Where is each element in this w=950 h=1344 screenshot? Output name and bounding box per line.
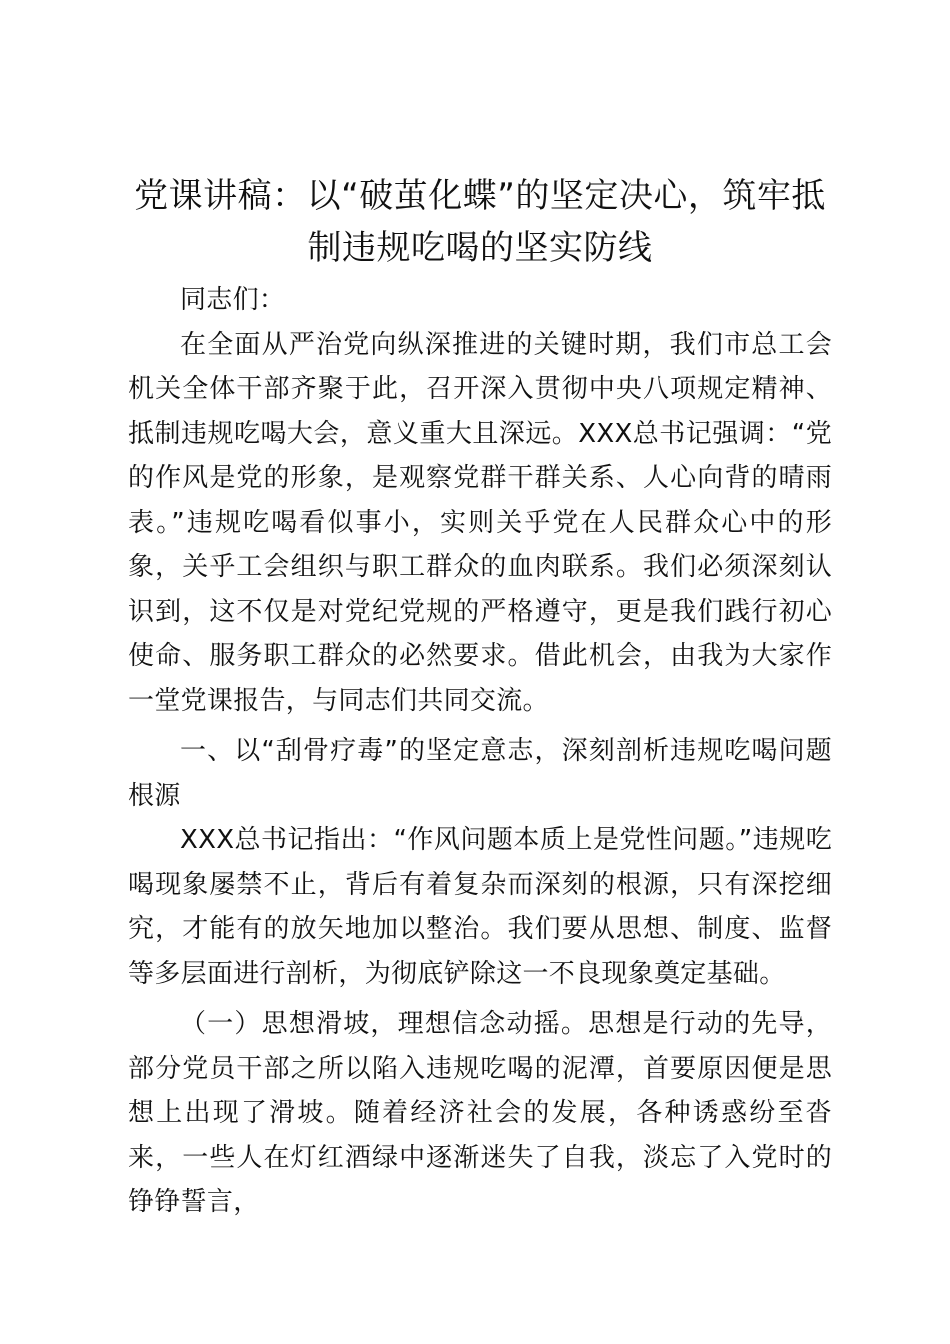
section-heading-1: 一、以“刮骨疗毒”的坚定意志，深刻剖析违规吃喝问题根源: [128, 736, 832, 811]
document-page: [128, 170, 832, 1225]
paragraph-section-1: XXX总书记指出：“作风问题本质上是党性问题。”违规吃喝现象屡禁不止，背后有着复杂而深刻的根源，只有深挖细究，才能有的放矢地加以整治。我们要从思想、制度、监督等多层面进行剖析，为彻底铲除这一不良现象奠定基础。: [128, 825, 832, 989]
paragraph-subsection-1: （一）思想滑坡，理想信念动摇。思想是行动的先导，部分党员干部之所以陷入违规吃喝的泥潭，首要原因便是思想上出现了滑坡。随着经济社会的发展，各种诱惑纷至沓来，一些人在灯红酒绿中逐渐迷失了自我，淡忘了入党时的铮铮誓言，: [128, 1009, 832, 1217]
paragraph-intro: 在全面从严治党向纵深推进的关键时期，我们市总工会机关全体干部齐聚于此，召开深入贯彻中央八项规定精神、抵制违规吃喝大会，意义重大且深远。XXX总书记强调：“党的作风是党的形象，是观察党群干群关系、人心向背的晴雨表。”违规吃喝看似事小，实则关乎党在人民群众心中的形象，关乎工会组织与职工群众的血肉联系。我们必须深刻认识到，这不仅是对党纪党规的严格遵守，更是我们践行初心使命、服务职工群众的必然要求。借此机会，由我为大家作一堂党课报告，与同志们共同交流。: [128, 329, 832, 716]
salutation: 同志们：: [180, 285, 286, 315]
document-title: 党课讲稿：以“破茧化蝶”的坚定决心，筑牢抵制违规吃喝的坚实防线: [134, 176, 826, 268]
